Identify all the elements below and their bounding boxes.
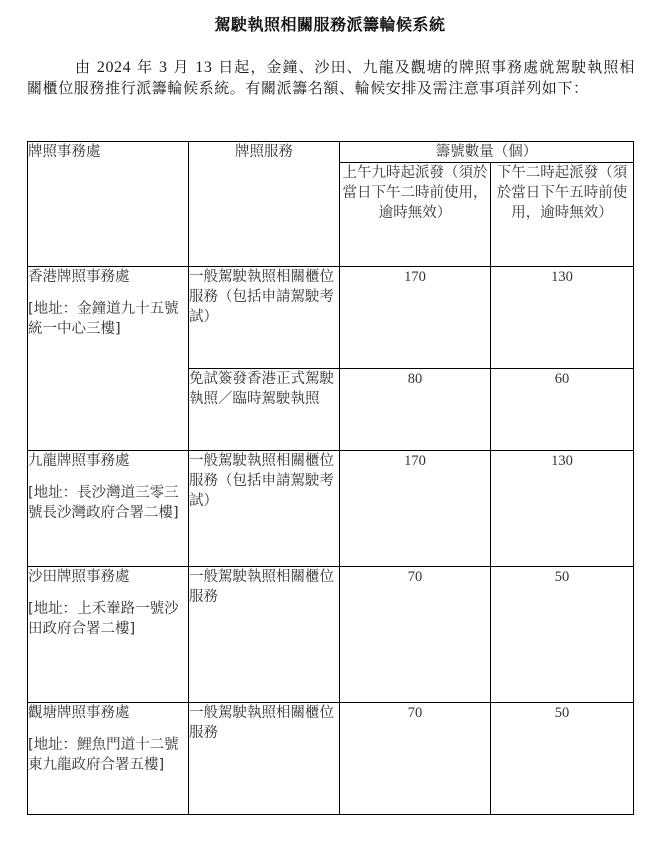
quota-table bbox=[27, 141, 634, 815]
service-cell: 一般駕駛執照相關櫃位服務（包括申請駕駛考試） bbox=[189, 267, 340, 369]
office-address: [地址：長沙灣道三零三號長沙灣政府合署二樓] bbox=[28, 485, 179, 521]
table-row bbox=[28, 451, 634, 567]
service-cell: 一般駕駛執照相關櫃位服務 bbox=[189, 567, 340, 703]
office-address: [地址：鯉魚門道十二號東九龍政府合署五樓] bbox=[28, 737, 179, 773]
header-service: 牌照服務 bbox=[189, 142, 340, 267]
intro-day: 13 bbox=[195, 59, 213, 76]
afternoon-quota: 60 bbox=[491, 369, 634, 451]
afternoon-quota: 130 bbox=[491, 451, 634, 567]
office-cell bbox=[28, 703, 189, 815]
office-cell bbox=[28, 567, 189, 703]
afternoon-quota: 50 bbox=[491, 567, 634, 703]
intro-prefix: 由 bbox=[75, 58, 97, 76]
service-cell: 一般駕駛執照相關櫃位服務（包括申請駕駛考試） bbox=[189, 451, 340, 567]
table-header-row bbox=[28, 142, 634, 163]
office-cell bbox=[28, 267, 189, 451]
office-address: [地址：金鐘道九十五號統一中心三樓] bbox=[28, 301, 179, 337]
office-name: 觀塘牌照事務處 bbox=[28, 705, 130, 721]
office-name: 沙田牌照事務處 bbox=[28, 569, 130, 585]
office-address: [地址：上禾輋路一號沙田政府合署二樓] bbox=[28, 601, 179, 637]
table-row bbox=[28, 703, 634, 815]
header-office: 牌照事務處 bbox=[28, 142, 189, 267]
afternoon-quota: 50 bbox=[491, 703, 634, 815]
service-cell: 一般駕駛執照相關櫃位服務 bbox=[189, 703, 340, 815]
morning-quota: 170 bbox=[340, 451, 491, 567]
morning-quota: 70 bbox=[340, 703, 491, 815]
document-title: 駕駛執照相關服務派籌輪候系統 bbox=[214, 15, 446, 34]
intro-month: 3 bbox=[158, 59, 168, 76]
header-afternoon: 下午二時起派發（須於當日下午五時前使用，逾時無效） bbox=[491, 163, 634, 267]
table-row bbox=[28, 267, 634, 369]
intro-year-unit: 年 bbox=[131, 58, 159, 76]
intro-year: 2024 bbox=[96, 59, 132, 76]
office-name: 香港牌照事務處 bbox=[28, 269, 130, 285]
intro-rest: 日起，金鐘、沙田、九龍及觀塘的牌照事務處就駕駛執照相關櫃位服務推行派籌輪候系統。有關派籌名額、輪候安排及需注意事項詳列如下： bbox=[27, 58, 636, 97]
header-morning: 上午九時起派發（須於當日下午二時前使用，逾時無效） bbox=[340, 163, 491, 267]
service-cell: 免試簽發香港正式駕駛執照／臨時駕駛執照 bbox=[189, 369, 340, 451]
office-cell bbox=[28, 451, 189, 567]
afternoon-quota: 130 bbox=[491, 267, 634, 369]
header-quota: 籌號數量（個） bbox=[340, 142, 634, 163]
office-name: 九龍牌照事務處 bbox=[28, 453, 130, 469]
intro-paragraph bbox=[27, 57, 635, 99]
table-row bbox=[28, 567, 634, 703]
morning-quota: 170 bbox=[340, 267, 491, 369]
intro-month-unit: 月 bbox=[167, 58, 196, 76]
morning-quota: 80 bbox=[340, 369, 491, 451]
morning-quota: 70 bbox=[340, 567, 491, 703]
